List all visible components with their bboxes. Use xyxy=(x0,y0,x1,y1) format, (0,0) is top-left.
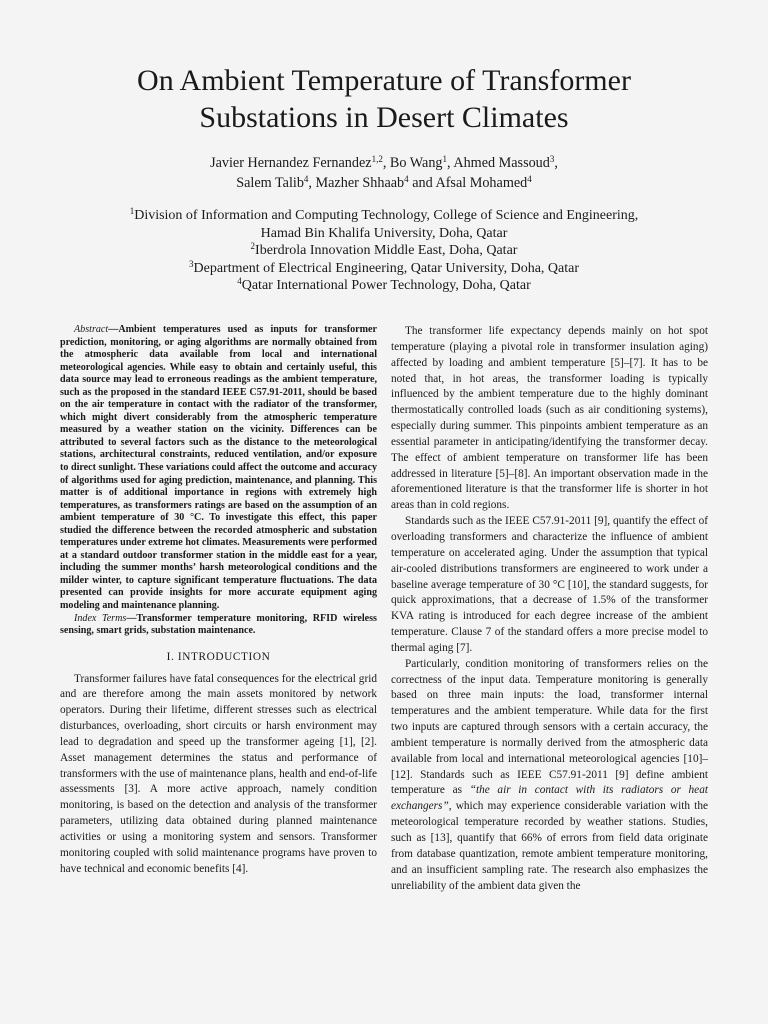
affiliation-line: Hamad Bin Khalifa University, Doha, Qatar xyxy=(260,225,508,241)
abstract-label: Abstract xyxy=(74,324,109,335)
title-line-2: Substations in Desert Climates xyxy=(199,101,569,134)
intro-paragraph-1: Transformer failures have fatal consequences for the electrical grid and are therefore among the main assets monitored by network operators. During their lifetime, different stresses such as electrical disturbances, overloading, short circuits or harsh environment may lead to degradation and speed up the transformer ageing [1], [2]. Asset management determines the status and performance of transformers with the use of maintenance plans, health and end-of-life assessments [3]. A more active approach, namely condition monitoring, is based on the detection and analysis of the transformer parameters, utilizing data obtained during planned maintenance activities or using a monitoring system and sensors. Transformer monitoring coupled with solid maintenance programs have proven to have technical and economic benefits [4]. xyxy=(60,672,377,875)
index-terms: Index Terms—Transformer temperature monitoring, RFID wireless sensing, smart grids, substation maintenance. xyxy=(60,612,377,637)
paper-title xyxy=(0,62,768,136)
right-column xyxy=(391,324,708,894)
affiliation-list xyxy=(0,207,768,295)
author-line-1: Javier Hernandez Fernandez$^{1,2}$, Bo Wang$^1$, Ahmed Massoud$^3$, xyxy=(210,154,558,171)
affiliation-line: $^3$Department of Electrical Engineering, Qatar University, Doha, Qatar xyxy=(189,258,579,276)
standard-quote: “the air in contact with its radiators or heat exchangers” xyxy=(391,784,708,813)
left-column xyxy=(60,324,377,877)
author-line-2: Salem Talib$^4$, Mazher Shhaab$^4$ and Afsal Mohamed$^4$ xyxy=(236,174,532,191)
intro-paragraph-4: Particularly, condition monitoring of transformers relies on the correctness of the input data. Temperature monitoring is generally based on three main inputs: the load, transformer internal temperatures and the ambient temperature. While data for the first two inputs are captured through sensors with a certain accuracy, the ambient temperature is normally derived from the atmospheric data available from local and international meteorological agencies [10]–[12]. Standards such as IEEE C57.91-2011 [9] define ambient temperature as “the air in contact with its radiators or heat exchangers”, which may experience considerable variation with the meteorological temperature recorded by weather stations. Studies, such as [13], quantify that 66% of errors from field data originate from database quantization, remote ambient temperature monitoring, and an insufficient sampling rate. The research also emphasizes the unreliability of the ambient data given the xyxy=(391,657,708,892)
title-line-1: On Ambient Temperature of Transformer xyxy=(137,64,631,97)
author-list xyxy=(0,153,768,193)
affiliation-line: $^1$Division of Information and Computing Technology, College of Science and Engineering, xyxy=(129,206,639,223)
section-heading-introduction: I. INTRODUCTION xyxy=(166,650,271,663)
index-terms-label: Index Terms xyxy=(74,612,127,624)
intro-paragraph-3: Standards such as the IEEE C57.91-2011 [9], quantify the effect of overloading transformers and characterize the influence of ambient temperature on accelerated aging. Under the assumption that typical air-cooled distributions transformers are engineered to work under a baseline average temperature of 30 °C [10], the standard suggests, for quick approximations, that a decrease of 1.5% of the transformer KVA rating is introduced for each degree increase of the ambient temperature. Clause 7 of the standard offers a more precise model to thermal aging [7]. xyxy=(391,515,708,654)
intro-paragraph-2: The transformer life expectancy depends mainly on hot spot temperature (playing a pivotal role in transformer insulation aging) affected by loading and ambient temperature [5]–[7]. It has to be noted that, in hot areas, the transformer loading is typically influenced by the ambient temperature due to the highly dominant thermostatically controlled loads (such as air conditioning systems), especially during summer. This pinpoints ambient temperature as an essential parameter in anticipating/identifying the transformer decay. The effect of ambient temperature on transformer life has been addressed in literature [5]–[8]. An important observation made in the aforementioned literature is that the transformer life is shorter in hot areas than in cold regions. xyxy=(391,325,708,512)
affiliation-line: $^2$Iberdrola Innovation Middle East, Doha, Qatar xyxy=(250,241,518,258)
affiliation-line: $^4$Qatar International Power Technology, Doha, Qatar xyxy=(237,276,531,293)
abstract: Abstract—Ambient temperatures used as inputs for transformer prediction, monitoring, or aging algorithms are normally obtained from the atmospheric data available from local and international meteorological agencies. While easy to obtain and certainly useful, this data source may lead to erroneous readings as the ambient temperature, such as the proposed in the standard IEEE C57.91-2011, should be based on the air temperature in contact with the radiator of the transformer, which might divert considerably from the atmospheric temperature measured by a weather station on the vicinity. Differences can be attributed to several factors such as the distance to the meteorological stations, architectural constraints, reduced ventilation, and/or exposure to direct sunlight. These variations could affect the outcome and accuracy of algorithms used for aging prediction, maintenance, and planning. This matter is of additional importance in regions with extremely high temperatures, as transformers ratings are based on the assumption of an ambient temperature of 30 °C. To investigate this effect, this paper studied the difference between the recorded atmospheric and substation temperatures under extreme hot climates. Measurements were performed at a standard outdoor transformer station in the middle east for a year, including the summer months’ harsh meteorological conditions and the milder winter, to capture significant temperature fluctuations. The data presented can provide insights for more accurate equipment aging modeling and maintenance planning. xyxy=(60,324,377,612)
